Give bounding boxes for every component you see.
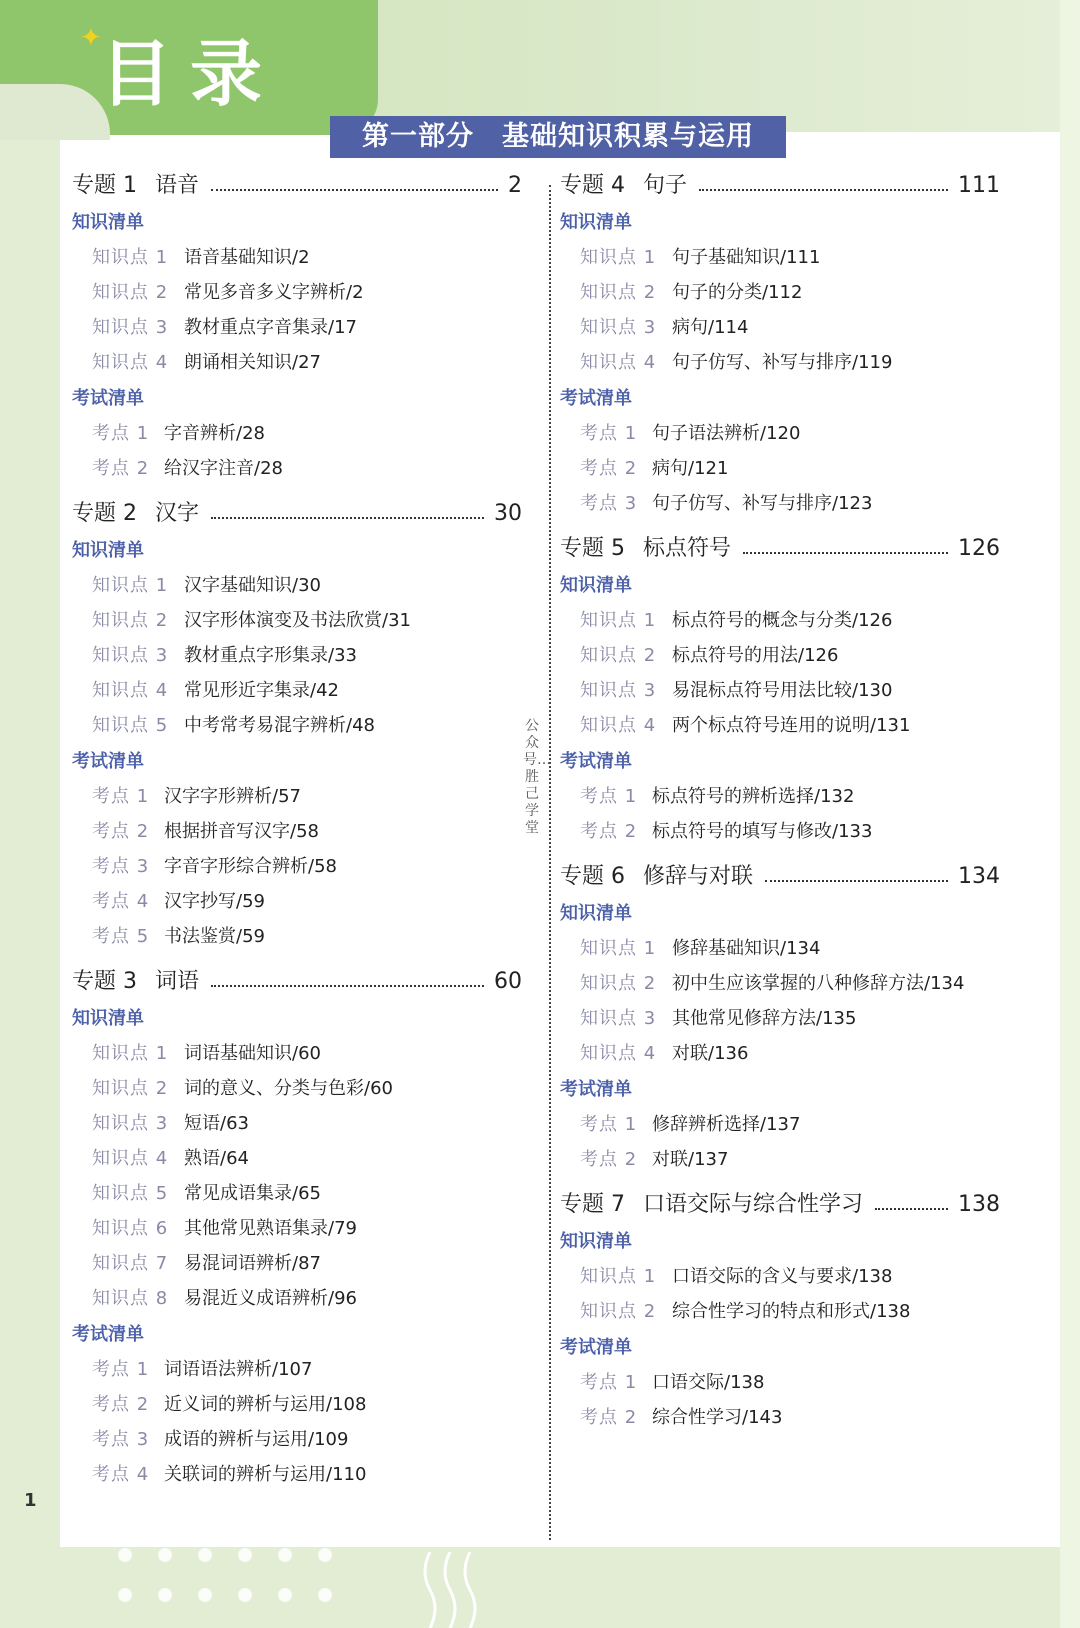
exam-item[interactable] [560,486,1000,521]
topic-page: 126 [958,536,1000,561]
toc-section [72,496,522,954]
knowledge-item[interactable] [560,1259,1000,1294]
knowledge-item[interactable] [560,275,1000,310]
topic-name: 口语交际与综合性学习 [643,1192,864,1217]
topic-page: 30 [494,501,522,526]
topic-number: 专题 2 [72,501,137,526]
exam-list-label: 考试清单 [560,388,632,409]
knowledge-item[interactable] [72,708,522,743]
topic-heading[interactable] [560,1187,1000,1223]
knowledge-point-text: 教材重点字形集录/33 [184,645,357,666]
knowledge-point-text: 标点符号的概念与分类/126 [672,610,893,631]
watermark: 公众号…胜己学堂 [523,718,551,836]
topic-number: 专题 7 [560,1192,625,1217]
knowledge-point-text: 朗诵相关知识/27 [184,352,321,373]
knowledge-point-tag: 知识点 5 [92,1183,169,1204]
exam-point-text: 综合性学习/143 [652,1407,783,1428]
exam-point-tag: 考点 1 [580,786,638,807]
topic-name: 汉字 [155,501,200,526]
title-tab-wave [0,84,110,140]
exam-item[interactable] [72,1352,522,1387]
knowledge-item[interactable] [560,1036,1000,1071]
knowledge-point-tag: 知识点 4 [92,680,169,701]
knowledge-point-text: 标点符号的用法/126 [672,645,839,666]
exam-item[interactable] [72,1422,522,1457]
knowledge-item[interactable] [72,1036,522,1071]
exam-point-tag: 考点 2 [92,821,150,842]
knowledge-item[interactable] [72,1071,522,1106]
exam-item[interactable] [72,919,522,954]
knowledge-item[interactable] [72,1211,522,1246]
knowledge-list-label: 知识清单 [560,903,632,924]
knowledge-item[interactable] [72,275,522,310]
knowledge-item[interactable] [560,1294,1000,1329]
exam-item[interactable] [560,814,1000,849]
exam-point-tag: 考点 4 [92,891,150,912]
exam-point-tag: 考点 2 [580,458,638,479]
knowledge-item[interactable] [72,603,522,638]
knowledge-point-text: 短语/63 [184,1113,249,1134]
exam-item[interactable] [560,779,1000,814]
knowledge-point-tag: 知识点 1 [580,938,657,959]
knowledge-point-text: 语音基础知识/2 [184,247,310,268]
exam-list-label: 考试清单 [72,388,144,409]
knowledge-point-tag: 知识点 3 [580,317,657,338]
knowledge-item[interactable] [560,966,1000,1001]
knowledge-list-label: 知识清单 [72,540,144,561]
knowledge-point-tag: 知识点 4 [580,352,657,373]
page-title: 目录 [100,32,281,116]
knowledge-point-text: 中考常考易混字辨析/48 [184,715,375,736]
knowledge-item[interactable] [560,345,1000,380]
dot-leader [211,517,484,519]
knowledge-item[interactable] [72,638,522,673]
exam-point-tag: 考点 1 [580,423,638,444]
topic-heading[interactable] [72,168,522,204]
exam-point-tag: 考点 3 [92,856,150,877]
topic-heading[interactable] [72,964,522,1000]
knowledge-point-text: 词的意义、分类与色彩/60 [184,1078,393,1099]
exam-point-tag: 考点 4 [92,1464,150,1485]
knowledge-item[interactable] [72,1176,522,1211]
knowledge-point-tag: 知识点 3 [92,1113,169,1134]
exam-point-tag: 考点 2 [92,458,150,479]
knowledge-point-tag: 知识点 1 [580,247,657,268]
topic-heading[interactable] [72,496,522,532]
topic-number: 专题 4 [560,173,625,198]
exam-point-text: 给汉字注音/28 [164,458,283,479]
toc-section [72,964,522,1492]
toc-column-right [560,168,1000,1445]
exam-point-tag: 考点 3 [92,1429,150,1450]
knowledge-item[interactable] [72,1246,522,1281]
knowledge-point-tag: 知识点 7 [92,1253,169,1274]
knowledge-point-text: 教材重点字音集录/17 [184,317,357,338]
part-banner: 第一部分 基础知识积累与运用 [330,116,786,158]
exam-point-text: 字音辨析/28 [164,423,265,444]
knowledge-item[interactable] [72,310,522,345]
exam-point-text: 词语语法辨析/107 [164,1359,313,1380]
knowledge-item[interactable] [560,931,1000,966]
knowledge-point-tag: 知识点 3 [92,317,169,338]
exam-point-text: 近义词的辨析与运用/108 [164,1394,367,1415]
knowledge-point-tag: 知识点 2 [580,973,657,994]
topic-number: 专题 3 [72,969,137,994]
topic-name: 语音 [155,173,200,198]
knowledge-point-tag: 知识点 2 [580,1301,657,1322]
topic-page: 60 [494,969,522,994]
knowledge-item[interactable] [560,638,1000,673]
knowledge-point-tag: 知识点 2 [92,1078,169,1099]
knowledge-list-label: 知识清单 [560,1231,632,1252]
exam-point-tag: 考点 1 [92,1359,150,1380]
knowledge-point-tag: 知识点 8 [92,1288,169,1309]
knowledge-list-label: 知识清单 [560,575,632,596]
knowledge-list-label: 知识清单 [72,1008,144,1029]
knowledge-point-text: 常见多音多义字辨析/2 [184,282,364,303]
knowledge-item[interactable] [72,568,522,603]
toc-section [72,168,522,486]
exam-item[interactable] [72,1387,522,1422]
topic-heading[interactable] [560,168,1000,204]
topic-name: 词语 [155,969,200,994]
knowledge-point-tag: 知识点 3 [580,680,657,701]
knowledge-point-tag: 知识点 4 [92,1148,169,1169]
dot-leader [875,1208,948,1210]
knowledge-item[interactable] [560,603,1000,638]
column-divider [549,185,551,1540]
exam-point-tag: 考点 1 [92,786,150,807]
exam-item[interactable] [72,779,522,814]
knowledge-point-tag: 知识点 4 [92,352,169,373]
topic-heading[interactable] [560,531,1000,567]
knowledge-point-text: 综合性学习的特点和形式/138 [672,1301,911,1322]
topic-heading[interactable] [560,859,1000,895]
topic-page: 111 [958,173,1000,198]
exam-item[interactable] [560,451,1000,486]
topic-number: 专题 6 [560,864,625,889]
topic-name: 修辞与对联 [643,864,754,889]
exam-point-tag: 考点 3 [580,493,638,514]
knowledge-point-text: 句子仿写、补写与排序/119 [672,352,893,373]
knowledge-point-text: 两个标点符号连用的说明/131 [672,715,911,736]
bottom-wave-decoration [420,1552,500,1628]
toc-column-left [72,168,522,1502]
exam-list-label: 考试清单 [72,751,144,772]
knowledge-point-tag: 知识点 4 [580,715,657,736]
toc-section [560,859,1000,1177]
exam-point-tag: 考点 2 [92,1394,150,1415]
exam-item[interactable] [560,1400,1000,1435]
exam-item[interactable] [560,1365,1000,1400]
knowledge-point-tag: 知识点 4 [580,1043,657,1064]
knowledge-point-text: 其他常见修辞方法/135 [672,1008,857,1029]
knowledge-point-text: 修辞基础知识/134 [672,938,821,959]
knowledge-item[interactable] [560,673,1000,708]
knowledge-point-tag: 知识点 3 [580,1008,657,1029]
exam-item[interactable] [72,849,522,884]
knowledge-point-tag: 知识点 2 [580,282,657,303]
topic-page: 2 [508,173,522,198]
exam-point-text: 汉字抄写/59 [164,891,265,912]
knowledge-point-text: 口语交际的含义与要求/138 [672,1266,893,1287]
exam-point-tag: 考点 1 [580,1114,638,1135]
knowledge-item[interactable] [72,673,522,708]
knowledge-point-text: 汉字形体演变及书法欣赏/31 [184,610,411,631]
exam-point-tag: 考点 2 [580,1149,638,1170]
star-icon: ✦ [80,23,102,53]
knowledge-point-text: 常见形近字集录/42 [184,680,339,701]
knowledge-point-tag: 知识点 1 [92,247,169,268]
knowledge-item[interactable] [72,345,522,380]
knowledge-item[interactable] [72,1106,522,1141]
exam-item[interactable] [72,451,522,486]
knowledge-point-tag: 知识点 1 [580,610,657,631]
page-edge [1060,0,1080,1628]
topic-number: 专题 5 [560,536,625,561]
knowledge-point-text: 易混词语辨析/87 [184,1253,321,1274]
exam-list-label: 考试清单 [560,751,632,772]
exam-item[interactable] [72,884,522,919]
knowledge-point-text: 对联/136 [672,1043,749,1064]
exam-point-tag: 考点 1 [580,1372,638,1393]
knowledge-point-tag: 知识点 5 [92,715,169,736]
knowledge-item[interactable] [72,1281,522,1316]
knowledge-point-text: 句子基础知识/111 [672,247,821,268]
topic-name: 句子 [643,173,688,198]
knowledge-point-tag: 知识点 1 [580,1266,657,1287]
knowledge-item[interactable] [560,708,1000,743]
knowledge-point-text: 易混近义成语辨析/96 [184,1288,357,1309]
knowledge-item[interactable] [560,240,1000,275]
topic-number: 专题 1 [72,173,137,198]
exam-point-text: 成语的辨析与运用/109 [164,1429,349,1450]
knowledge-point-tag: 知识点 2 [92,282,169,303]
exam-point-text: 汉字字形辨析/57 [164,786,301,807]
exam-item[interactable] [560,1107,1000,1142]
knowledge-point-tag: 知识点 1 [92,575,169,596]
knowledge-item[interactable] [72,240,522,275]
dot-leader [211,985,484,987]
exam-item[interactable] [560,416,1000,451]
knowledge-point-tag: 知识点 1 [92,1043,169,1064]
dot-leader [765,880,948,882]
knowledge-list-label: 知识清单 [72,212,144,233]
exam-list-label: 考试清单 [560,1079,632,1100]
exam-point-text: 句子语法辨析/120 [652,423,801,444]
topic-page: 134 [958,864,1000,889]
exam-point-text: 句子仿写、补写与排序/123 [652,493,873,514]
exam-item[interactable] [72,1457,522,1492]
exam-point-text: 口语交际/138 [652,1372,765,1393]
exam-item[interactable] [72,814,522,849]
exam-point-tag: 考点 2 [580,821,638,842]
knowledge-point-text: 句子的分类/112 [672,282,803,303]
knowledge-point-text: 熟语/64 [184,1148,249,1169]
dot-leader [699,189,948,191]
knowledge-point-text: 易混标点符号用法比较/130 [672,680,893,701]
knowledge-point-tag: 知识点 3 [92,645,169,666]
knowledge-point-text: 汉字基础知识/30 [184,575,321,596]
exam-point-tag: 考点 2 [580,1407,638,1428]
topic-name: 标点符号 [643,536,732,561]
knowledge-item[interactable] [560,310,1000,345]
exam-point-text: 书法鉴赏/59 [164,926,265,947]
knowledge-point-text: 初中生应该掌握的八种修辞方法/134 [672,973,965,994]
knowledge-point-text: 词语基础知识/60 [184,1043,321,1064]
exam-point-text: 关联词的辨析与运用/110 [164,1464,367,1485]
exam-item[interactable] [560,1142,1000,1177]
toc-section [560,1187,1000,1435]
knowledge-point-text: 常见成语集录/65 [184,1183,321,1204]
exam-point-text: 修辞辨析选择/137 [652,1114,801,1135]
dot-leader [211,189,498,191]
exam-point-text: 标点符号的填写与修改/133 [652,821,873,842]
knowledge-point-tag: 知识点 6 [92,1218,169,1239]
knowledge-list-label: 知识清单 [560,212,632,233]
knowledge-point-text: 病句/114 [672,317,749,338]
exam-point-text: 标点符号的辨析选择/132 [652,786,855,807]
exam-point-text: 根据拼音写汉字/58 [164,821,319,842]
exam-list-label: 考试清单 [72,1324,144,1345]
exam-item[interactable] [72,416,522,451]
page-number: 1 [24,1490,37,1511]
exam-point-text: 对联/137 [652,1149,729,1170]
knowledge-point-tag: 知识点 2 [92,610,169,631]
knowledge-point-tag: 知识点 2 [580,645,657,666]
toc-section [560,531,1000,849]
dot-leader [743,552,948,554]
bottom-dot-decoration [110,1548,410,1628]
knowledge-item[interactable] [72,1141,522,1176]
exam-list-label: 考试清单 [560,1337,632,1358]
exam-point-tag: 考点 5 [92,926,150,947]
toc-section [560,168,1000,521]
knowledge-item[interactable] [560,1001,1000,1036]
topic-page: 138 [958,1192,1000,1217]
exam-point-tag: 考点 1 [92,423,150,444]
exam-point-text: 病句/121 [652,458,729,479]
knowledge-point-text: 其他常见熟语集录/79 [184,1218,357,1239]
exam-point-text: 字音字形综合辨析/58 [164,856,337,877]
